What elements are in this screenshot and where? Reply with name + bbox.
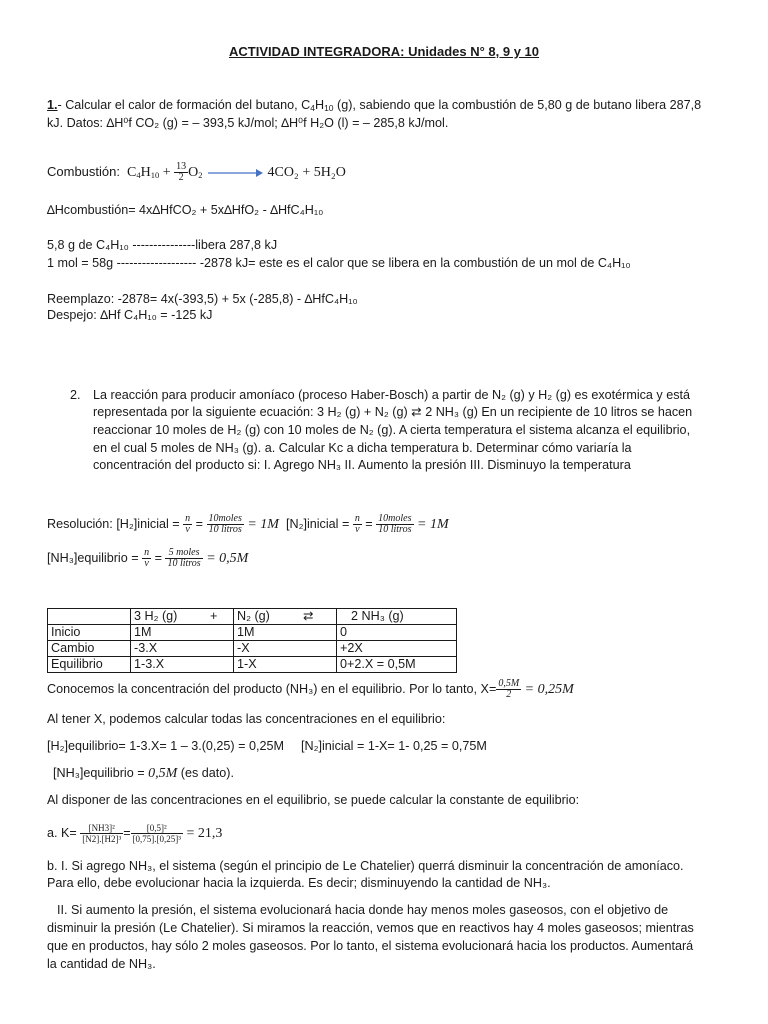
mol-relation: 1 mol = 58g ------------------- -2878 kJ= este es el calor que se libera en la combustión de un mol de C₄H₁₀ <box>47 256 631 270</box>
problem-1-line-2: kJ. Datos: ∆H⁰f CO₂ (g) = – 393,5 kJ/mol; ∆H⁰f H₂O (l) = – 285,8 kJ/mol. <box>47 116 449 130</box>
problem-2-line-3: reaccionar 10 moles de H₂ (g) con 10 moles de N₂ (g). A cierta temperatura el sistema alcanza el equilibrio, <box>93 423 691 437</box>
having-x-line: Al tener X, podemos calcular todas las concentraciones en el equilibrio: <box>47 712 446 726</box>
problem-1-line-1: 1.- Calcular el calor de formación del butano, $C_4H_{10}$ (g), sabiendo que la combustión de 5,80 g de butano libera 287,8 <box>47 98 702 113</box>
answer-b1-line-1: b. I. Si agrego NH₃, el sistema (según el principio de Le Chatelier) querrá disminuir la concentración de amoníaco. <box>47 859 684 873</box>
replace-line: Reemplazo: -2878= 4x(-393,5) + 5x (-285,8) - ∆HfC₄H₁₀ <box>47 292 358 306</box>
known-concentration-line: Conocemos la concentración del producto (NH₃) en el equilibrio. Por lo tanto, X= $\frac{0,5M}{2}$ = 0,25M <box>47 678 574 701</box>
problem-2-line-5: concentración del producto si: I. Agrego NH₃ II. Aumento la presión III. Disminuyo la temperatura <box>93 458 631 472</box>
nh3-equilibrium-line: [NH₃]equilibrio = $\frac{n}{v}$ = $\frac{\text{5 moles}}{\text{10 litros}}$ = 0,5M <box>47 547 249 570</box>
problem-2-line-2: representada por la siguiente ecuación: 3 H₂ (g) + N₂ (g) ⇄ 2 NH₃ (g) En un recipiente de 10 litros se hacen <box>93 405 693 419</box>
enthalpy-equation: ∆Hcombustión= 4x∆HfCO₂ + 5x∆HfO₂ - ∆HfC₄H₁₀ <box>47 203 324 217</box>
mass-relation: 5,8 g de C₄H₁₀ ---------------libera 287,8 kJ <box>47 238 278 252</box>
problem-2-line-4: en el cual 5 moles de NH₃ (g). a. Calcular Kc a dicha temperatura b. Determinar cómo variaría la <box>93 441 632 455</box>
k-equation: a. K= $\frac{\text{[NH3]²}}{\text{[N2].[H2]³}}$ = $\frac{\text{[0,5]²}}{\text{[0,75].[0,25]³}}$ = 21,3 <box>47 823 223 845</box>
clear-line: Despejo: ∆Hf C₄H₁₀ = -125 kJ <box>47 308 213 322</box>
answer-b2-line-2: disminuir la presión (Le Chatelier). Si miramos la reacción, vemos que en reactivos hay 4 moles gaseosos; mientras <box>47 921 694 935</box>
reaction-arrow-icon <box>206 168 264 178</box>
resolution-line: Resolución: [H₂]inicial = $\frac{n}{v}$ = $\frac{\text{10moles}}{\text{10 litros}}$ = 1M [N₂]inicial = $\frac{n}{v}$ = $\frac{\text{10moles}}{\text{10 litros}}$ = 1M <box>47 513 449 536</box>
equilibrium-table <box>47 608 457 673</box>
answer-b1-line-2: Para ello, debe evolucionar hacia la izquierda. Es decir; disminuyendo la cantidad de NH₃. <box>47 876 551 890</box>
combustion-equation: Combustión: $C_4H_{10}$ + $\frac{13}{2}$ $O_2$ 4CO₂ + 5H₂O <box>47 161 346 184</box>
combustion-products: 4CO₂ + 5H₂O <box>267 165 346 180</box>
document-title: ACTIVIDAD INTEGRADORA: Unidades N° 8, 9 y 10 <box>228 44 540 59</box>
answer-b2-line-3: que en productos, hay sólo 2 moles gaseosos. Por lo tanto, el sistema evolucionará hacia los productos. Aumentará <box>47 939 694 953</box>
nh3-dato-line: [NH₃]equilibrio = 0,5M (es dato). <box>53 766 234 781</box>
table-header-row: 3 H₂ (g) + N₂ (g) ⇄ 2 NH₃ (g) <box>48 609 457 625</box>
answer-b2-line-1: II. Si aumento la presión, el sistema evolucionará hacia donde hay menos moles gaseosos, con el objetivo de <box>57 903 669 917</box>
problem-2-line-1: La reacción para producir amoníaco (proceso Haber-Bosch) a partir de N₂ (g) y H₂ (g) es exotérmica y está <box>93 388 691 402</box>
problem-1-number: 1. <box>47 98 58 112</box>
h2-equilibrium-line: [H₂]equilibrio= 1-3.X= 1 – 3.(0,25) = 0,25M <box>47 739 284 753</box>
having-concentrations-line: Al disponer de las concentraciones en el equilibrio, se puede calcular la constante de equilibrio: <box>47 793 580 807</box>
answer-b2-line-4: la cantidad de NH₃. <box>47 957 156 971</box>
table-row: Cambio -3.X -X +2X <box>48 641 457 657</box>
n2-equilibrium-line: [N₂]inicial = 1-X= 1- 0,25 = 0,75M <box>301 739 487 753</box>
table-row: Equilibrio 1-3.X 1-X 0+2.X = 0,5M <box>48 657 457 673</box>
butane-formula: $C_4H_{10}$ + $\frac{13}{2}$ $O_2$ <box>123 161 203 184</box>
problem-2-number: 2. <box>70 388 81 402</box>
table-row: Inicio 1M 1M 0 <box>48 625 457 641</box>
